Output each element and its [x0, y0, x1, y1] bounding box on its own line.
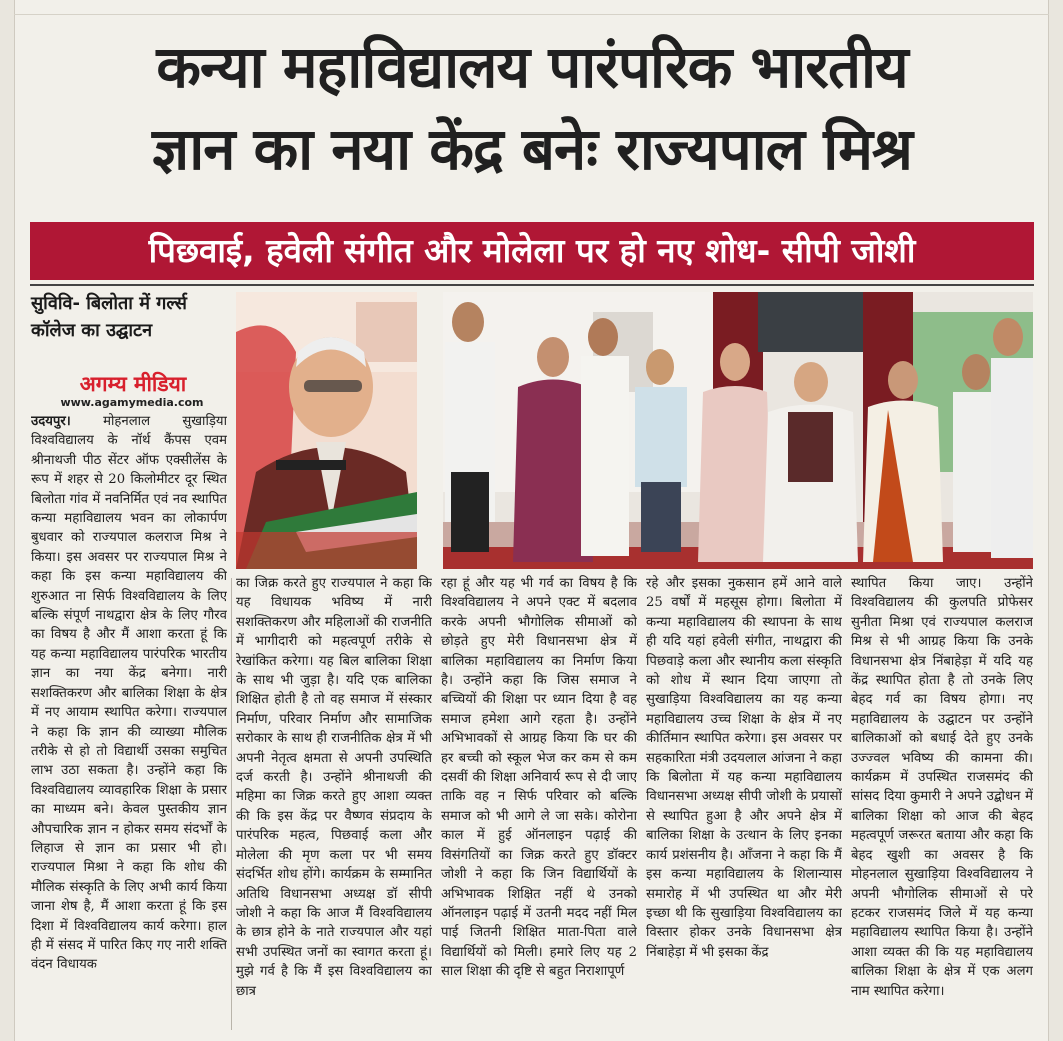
divider-rule	[30, 284, 1034, 286]
headline-line-1: कन्या महाविद्यालय पारंपरिक भारतीय	[156, 33, 908, 101]
column-separator	[231, 578, 232, 1030]
subheadline: पिछवाई, हवेली संगीत और मोलेला पर हो नए शोध- सीपी जोशी	[30, 222, 1034, 280]
kicker: सुविवि- बिलोता में गर्ल्स कॉलेज का उद्घाटन	[31, 293, 187, 341]
source-url: www.agamymedia.com	[60, 396, 204, 409]
adjacent-page-edge-left	[0, 0, 15, 1041]
dateline: उदयपुर।	[31, 414, 71, 429]
article-text-1: मोहनलाल सुखाड़िया विश्वविद्यालय के नॉर्थ कैंपस एवम श्रीनाथजी पीठ सेंटर ऑफ एक्सीलेंस के रूप में शहर से 20 किलोमीटर दूर स्थित बिलोता गांव में नवनिर्मित एवं नव स्थापित कन्या महाविद्यालय भवन का लोकार्पण बुधवार को राज्यपाल कलराज मिश्र ने किया। इस अवसर पर राज्यपाल मिश्र ने कहा कि इस कन्या महाविद्यालय की शुरुआत ना सिर्फ विश्वविद्यालय के लिए बल्कि संपूर्ण नाथद्वारा क्षेत्र के लिए गौरव का विषय है और मैं आशा करता हूं कि यह कन्या महाविद्यालय पारंपरिक भारतीय ज्ञान का नया केंद्र बनेगा। नारी सशक्तिकरण और बालिका शिक्षा के क्षेत्र में नए आयाम स्थापित करेगा। राज्यपाल ने कहा कि ज्ञान की व्याख्या मौलिक तरीके से हो तो विद्यार्थी उसका समुचित लाभ उठा सकता है। उन्होंने कहा कि विश्वविद्यालय व्यावहारिक शिक्षा के प्रसार का माध्यम बने। केवल पुस्तकीय ज्ञान औपचारिक ज्ञान न होकर समय संदर्भों के लिहाज से ज्ञान का प्रसार भी हो। राज्यपाल मिश्रा ने कहा कि शोध की मौलिक संस्कृति के लिए अभी कार्य किया जाना शेष है, मैं आशा करता हूं कि इस दिशा में विश्वविद्यालय कार्य करेगा। हाल ही में संसद में पारित किए गए नारी शक्ति वंदन विधायक	[31, 414, 227, 973]
headline-line-2: ज्ञान का नया केंद्र बनेः राज्यपाल मिश्र	[152, 115, 912, 183]
article-column-3: रहा हूं और यह भी गर्व का विषय है कि विश्वविद्यालय ने अपने एक्ट में बदलाव करके अपनी भौगोलिक सीमाओं को छोड़ते हुए मेरी विधानसभा क्षेत्र में बालिका महाविद्यालय का निर्माण किया है। उन्होंने कहा कि जिस समाज ने बच्चियों की शिक्षा पर ध्यान दिया है वह समाज हमेशा आगे रहता है। उन्होंने अभिभावकों से आग्रह किया कि घर की हर बच्ची को स्कूल भेज कर कम से कम दसवीं की शिक्षा अनिवार्य रूप से दी जाए ताकि वह न सिर्फ परिवार को बल्कि समाज को भी आगे ले जा सके। कोरोना काल में हुई ऑनलाइन पढ़ाई की विसंगतियों का जिक्र करते हुए डॉक्टर जोशी ने कहा कि जिन विद्यार्थियों के अभिभावक शिक्षित नहीं थे उनको ऑनलाइन पढ़ाई में उतनी मदद नहीं मिल पाई जितनी शिक्षित माता-पिता वाले विद्यार्थियों को मिली। हमारे लिए यह 2 साल शिक्षा की दृष्टि से बहुत निराशापूर्ण	[441, 576, 637, 980]
speaker-photo	[236, 292, 417, 569]
inauguration-group-photo	[443, 292, 1033, 569]
article-column-2: का जिक्र करते हुए राज्यपाल ने कहा कि यह विधायक भविष्य में नारी सशक्तिकरण और महिलाओं की राजनीति में भागीदारी को महत्वपूर्ण तरीके से रेखांकित करेगा। यह बिल बालिका शिक्षा के साथ भी जुड़ा है। यदि एक बालिका शिक्षित होती है तो वह समाज में संस्कार निर्माण, परिवार निर्माण और सामाजिक सरोकार के साथ ही राजनीतिक क्षेत्र में भी अपनी नेतृत्व क्षमता से अपनी उपस्थिति दर्ज करती है। उन्होंने श्रीनाथजी की महिमा का जिक्र करते हुए आशा व्यक्त की कि इस केंद्र पर वैष्णव संप्रदाय के पारंपरिक महत्व, पिछवाई कला और मोलेला की मृण कला पर भी समय संदर्भित शोध होंगे। कार्यक्रम के सम्मानित अतिथि विधानसभा अध्यक्ष डॉ सीपी जोशी ने कहा कि आज मैं विश्वविद्यालय के छात्र होने के नाते राज्यपाल और यहां सभी उपस्थित जनों का स्वागत करता हूं। मुझे गर्व है कि मैं इस विश्वविद्यालय का छात्र	[236, 576, 432, 999]
top-clipped-strip	[14, 0, 1049, 15]
source-brand: अगम्य मीडिया	[79, 372, 187, 396]
article-column-1	[31, 412, 227, 1030]
adjacent-page-edge-right	[1048, 0, 1063, 1041]
article-column-4: रहे और इसका नुकसान हमें आने वाले 25 वर्षों में महसूस होगा। बिलोता में कन्या महाविद्यालय की स्थापना के साथ ही यदि यहां हवेली संगीत, नाथद्वारा की पिछवाड़े कला और स्थानीय कला संस्कृति को शोध में स्थान दिया जाएगा तो सुखाड़िया विश्वविद्यालय का यह कन्या महाविद्यालय उच्च शिक्षा के क्षेत्र में नए कीर्तिमान स्थापित करेगा। इस अवसर पर सहकारिता मंत्री उदयलाल आंजना ने कहा कि बिलोता में यह कन्या महाविद्यालय विधानसभा अध्यक्ष सीपी जोशी के प्रयासों से स्थापित हुआ है और अपने क्षेत्र में बालिका शिक्षा के उत्थान के लिए इनका कार्य प्रशंसनीय है। आँजना ने कहा कि मैं इस कन्या महाविद्यालय के शिलान्यास समारोह में भी उपस्थित था और मेरी इच्छा थी कि सुखाड़िया विश्वविद्यालय का विस्तार होकर उनके विधानसभा क्षेत्र निंबाहेड़ा में भी इसका केंद्र	[646, 576, 842, 960]
article-column-5: स्थापित किया जाए। उन्होंने विश्वविद्यालय की कुलपति प्रोफेसर सुनीता मिश्रा एवं राज्यपाल कलराज मिश्र से भी आग्रह किया कि उनके विधानसभा क्षेत्र निंबाहेड़ा में यदि यह केंद्र स्थापित होता है तो उनके लिए बेहद गर्व का विषय होगा। नए महाविद्यालय के उद्घाटन पर उन्होंने बालिकाओं को बधाई देते हुए उनके उज्ज्वल भविष्य की कामना की। कार्यक्रम में उपस्थित राजसमंद की सांसद दिया कुमारी ने अपने उद्बोधन में बालिका शिक्षा को आज की बेहद महत्वपूर्ण जरूरत बताया और कहा कि बेहद खुशी का अवसर है कि मोहनलाल सुखाड़िया विश्वविद्यालय ने अपनी भौगोलिक सीमाओं से परे हटकर राजसमंद जिले में यह कन्या महाविद्यालय स्थापित किया है। उन्होंने आशा व्यक्त की कि यह महाविद्यालय बालिका शिक्षा के क्षेत्र में एक अलग नाम स्थापित करेगा।	[851, 576, 1033, 999]
